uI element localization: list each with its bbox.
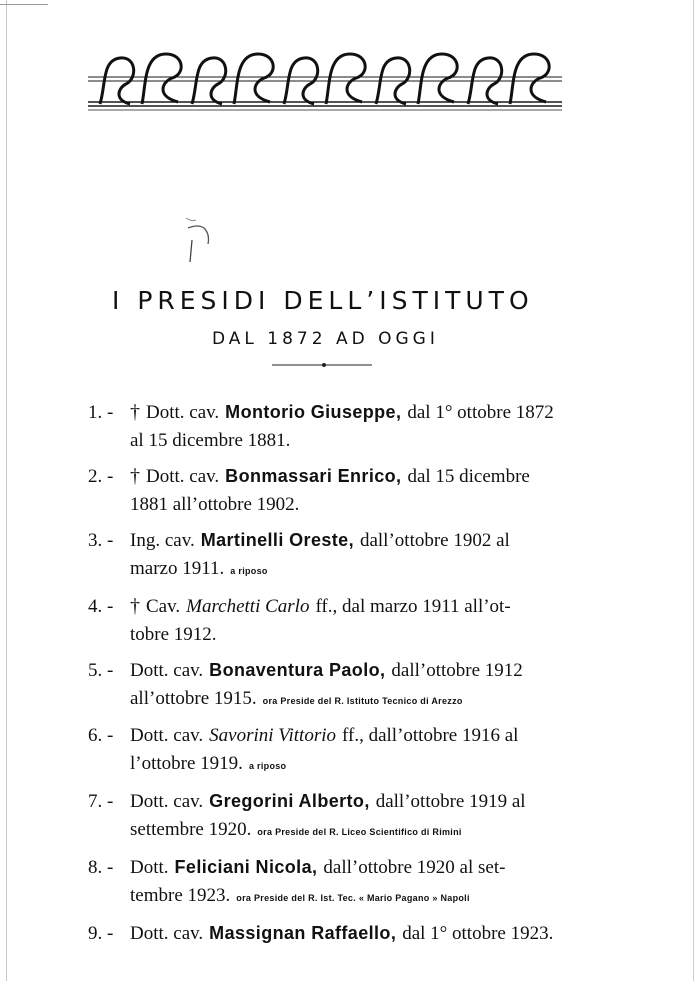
entry-note: ora Preside del R. Ist. Tec. « Mario Pagano » Napoli bbox=[236, 893, 470, 903]
list-item bbox=[88, 656, 588, 715]
entry-name: Savorini Vittorio bbox=[209, 725, 337, 746]
entry-first-line bbox=[88, 919, 588, 948]
entry-name: Feliciani Nicola, bbox=[174, 857, 318, 877]
entry-second-line bbox=[88, 621, 588, 649]
entry-second-line bbox=[88, 685, 588, 715]
entry-title-prefix: Dott. cav. bbox=[130, 923, 204, 944]
entry-dates: ff., dal marzo 1911 all’ot- bbox=[315, 596, 511, 617]
entry-first-line bbox=[88, 787, 588, 816]
page-subtitle: DAL 1872 AD OGGI bbox=[212, 329, 439, 349]
entry-second-line bbox=[88, 882, 588, 912]
entry-title-prefix: Dott. cav. bbox=[130, 791, 204, 812]
entry-name: Bonaventura Paolo, bbox=[209, 660, 386, 680]
entry-number: 5. - bbox=[88, 660, 114, 681]
entry-number: 4. - bbox=[88, 596, 114, 617]
entry-number: 2. - bbox=[88, 466, 114, 487]
entry-dates-cont: tobre 1912. bbox=[130, 624, 217, 645]
entry-dates: dal 1° ottobre 1923. bbox=[402, 923, 554, 944]
entry-title-prefix: Ing. cav. bbox=[130, 530, 195, 551]
entry-note: ora Preside del R. Istituto Tecnico di Arezzo bbox=[262, 696, 463, 706]
entry-second-line bbox=[88, 750, 588, 780]
ornament-border-icon bbox=[86, 44, 564, 114]
entry-name: Martinelli Oreste, bbox=[200, 530, 354, 550]
list-item bbox=[88, 919, 588, 948]
entry-dates: dall’ottobre 1912 bbox=[391, 660, 523, 681]
list-item bbox=[88, 398, 588, 455]
entry-first-line bbox=[88, 462, 588, 491]
entry-first-line bbox=[88, 592, 588, 621]
entry-title-prefix: Dott. bbox=[130, 857, 169, 878]
entry-number: 6. - bbox=[88, 725, 114, 746]
dagger-mark: † bbox=[130, 465, 140, 487]
entry-number: 1. - bbox=[88, 402, 114, 423]
entry-number: 7. - bbox=[88, 791, 114, 812]
entry-dates: ff., dall’ottobre 1916 al bbox=[342, 725, 519, 746]
list-item bbox=[88, 722, 588, 780]
entry-name: Montorio Giuseppe, bbox=[225, 402, 402, 422]
entry-title-prefix: Dott. cav. bbox=[130, 660, 204, 681]
presidents-list bbox=[88, 398, 588, 955]
entry-title-prefix: Dott. cav. bbox=[146, 402, 220, 423]
entry-note: a riposo bbox=[230, 566, 268, 576]
divider-icon bbox=[272, 360, 372, 370]
entry-title-prefix: Dott. cav. bbox=[130, 725, 204, 746]
entry-dates-cont: l’ottobre 1919. bbox=[130, 753, 243, 774]
entry-note: a riposo bbox=[248, 761, 287, 771]
entry-note: ora Preside del R. Liceo Scientifico di Rimini bbox=[257, 827, 462, 837]
entry-first-line bbox=[88, 398, 588, 427]
entry-dates: dall’ottobre 1919 al bbox=[375, 791, 526, 812]
entry-number: 8. - bbox=[88, 857, 114, 878]
entry-second-line bbox=[88, 427, 588, 455]
entry-second-line bbox=[88, 491, 588, 519]
entry-dates: dall’ottobre 1920 al set- bbox=[323, 857, 506, 878]
dagger-mark: † bbox=[130, 595, 140, 617]
entry-dates: dal 15 dicembre bbox=[407, 466, 530, 487]
entry-title-prefix: Dott. cav. bbox=[146, 466, 220, 487]
entry-dates-cont: settembre 1920. bbox=[130, 819, 252, 840]
page-title: I PRESIDI DELL’ISTITUTO bbox=[112, 286, 534, 315]
scan-edge-top bbox=[0, 4, 48, 5]
entry-second-line bbox=[88, 816, 588, 846]
entry-dates-cont: 1881 all’ottobre 1902. bbox=[130, 494, 300, 515]
entry-name: Marchetti Carlo bbox=[186, 596, 310, 617]
dagger-mark: † bbox=[130, 401, 140, 423]
scan-edge-right bbox=[693, 0, 694, 981]
pencil-mark-icon bbox=[182, 214, 222, 266]
entry-dates-cont: all’ottobre 1915. bbox=[130, 688, 257, 709]
entry-number: 3. - bbox=[88, 530, 114, 551]
list-item bbox=[88, 592, 588, 649]
entry-dates: dal 1° ottobre 1872 bbox=[407, 402, 554, 423]
entry-number: 9. - bbox=[88, 923, 114, 944]
entry-dates-cont: tembre 1923. bbox=[130, 885, 231, 906]
entry-dates-cont: marzo 1911. bbox=[130, 558, 225, 579]
entry-name: Massignan Raffaello, bbox=[209, 923, 397, 943]
entry-first-line bbox=[88, 526, 588, 555]
list-item bbox=[88, 787, 588, 846]
entry-title-prefix: Cav. bbox=[146, 596, 181, 617]
entry-first-line bbox=[88, 722, 588, 750]
list-item bbox=[88, 526, 588, 585]
list-item bbox=[88, 853, 588, 912]
entry-first-line bbox=[88, 656, 588, 685]
entry-first-line bbox=[88, 853, 588, 882]
entry-name: Gregorini Alberto, bbox=[209, 791, 370, 811]
list-item bbox=[88, 462, 588, 519]
entry-name: Bonmassari Enrico, bbox=[225, 466, 402, 486]
scan-edge-left bbox=[6, 0, 7, 981]
entry-dates: dall’ottobre 1902 al bbox=[359, 530, 510, 551]
entry-dates-cont: al 15 dicembre 1881. bbox=[130, 430, 291, 451]
entry-second-line bbox=[88, 555, 588, 585]
